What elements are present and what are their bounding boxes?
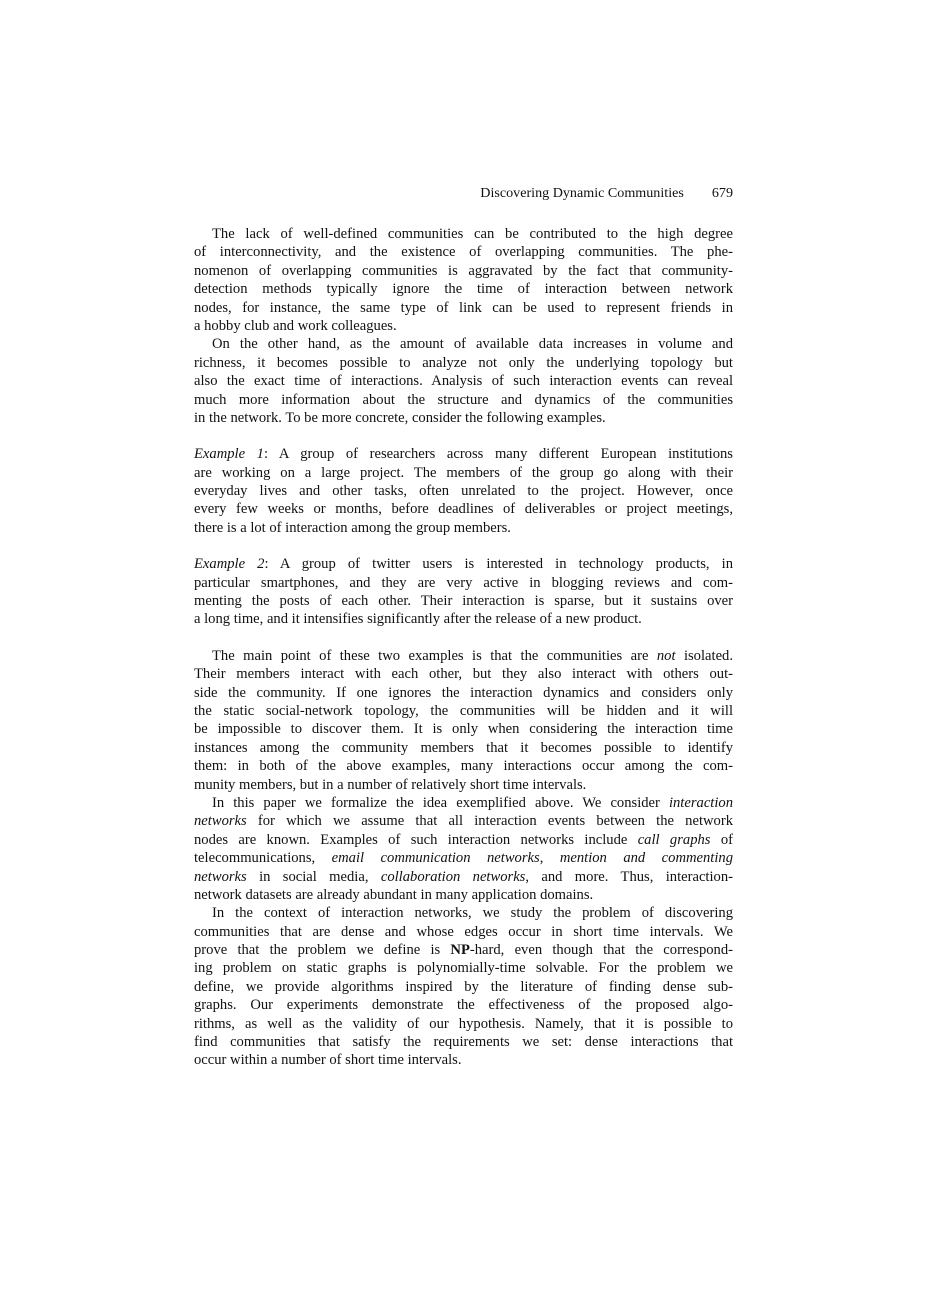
italic-text: networks <box>194 868 247 885</box>
text-line <box>194 1015 733 1033</box>
text-line <box>194 1051 733 1069</box>
running-head <box>194 185 733 202</box>
text-line <box>194 299 733 317</box>
text-run: : A group of twitter users is interested in technology products, in <box>264 556 733 573</box>
text-line <box>194 812 733 830</box>
text-run: -hard, even though that the correspond- <box>469 942 733 959</box>
text-run: side the community. If one ignores the interaction dynamics and considers only <box>194 684 733 701</box>
text-line <box>194 391 733 409</box>
text-run: nomenon of overlapping communities is aggravated by the fact that community- <box>194 262 733 279</box>
text-run: every few weeks or months, before deadlines of deliverables or project meetings, <box>194 501 733 518</box>
text-line <box>194 445 733 463</box>
text-line <box>194 409 733 427</box>
paragraph-gap <box>194 537 733 555</box>
text-run: everyday lives and other tasks, often unrelated to the project. However, once <box>194 483 733 500</box>
paragraph-p2 <box>194 335 733 427</box>
text-line <box>194 684 733 702</box>
text-line <box>194 739 733 757</box>
text-run: of interconnectivity, and the existence of overlapping communities. The phe- <box>194 244 733 261</box>
italic-text: not <box>656 647 676 664</box>
text-run: : A group of researchers across many different European institutions <box>263 446 733 463</box>
text-line <box>194 225 733 243</box>
text-line <box>194 831 733 849</box>
text-run: instances among the community members that it becomes possible to identify <box>194 739 733 756</box>
text-line <box>194 1033 733 1051</box>
paragraph-p4 <box>194 794 733 904</box>
text-line <box>194 647 733 665</box>
text-line <box>194 262 733 280</box>
text-run: a long time, and it intensifies significantly after the release of a new product. <box>194 611 642 628</box>
paragraph-example2 <box>194 555 733 629</box>
text-line <box>194 354 733 372</box>
text-run: prove that the problem we define is <box>194 942 451 959</box>
text-line <box>194 280 733 298</box>
text-line <box>194 665 733 683</box>
text-line <box>194 482 733 500</box>
italic-text: Example 1 <box>194 446 264 463</box>
text-line <box>194 794 733 812</box>
text-run: munity members, but in a number of relatively short time intervals. <box>194 776 587 793</box>
italic-text: call graphs <box>637 831 711 848</box>
body-text <box>194 225 733 1070</box>
text-run: communities that are dense and whose edges occur in short time intervals. We <box>194 923 733 940</box>
text-run: nodes, for instance, the same type of link can be used to represent friends in <box>194 299 733 316</box>
text-run: The main point of these two examples is that the communities are <box>212 647 657 664</box>
italic-text: Example 2 <box>194 556 265 573</box>
text-run: On the other hand, as the amount of available data increases in volume and <box>212 336 733 353</box>
italic-text: interaction <box>668 794 733 811</box>
text-run: them: in both of the above examples, many interactions occur among the com- <box>194 758 733 775</box>
text-line <box>194 886 733 904</box>
text-run: also the exact time of interactions. Analysis of such interaction events can reveal <box>194 373 733 390</box>
text-run: a hobby club and work colleagues. <box>194 317 397 334</box>
text-run: , and more. Thus, interaction- <box>525 868 733 885</box>
paragraph-p1 <box>194 225 733 335</box>
text-run: in the network. To be more concrete, consider the following examples. <box>194 409 606 426</box>
text-line <box>194 610 733 628</box>
page-number: 679 <box>711 185 733 201</box>
text-line <box>194 592 733 610</box>
bold-text: NP <box>450 942 470 959</box>
text-line <box>194 317 733 335</box>
text-line <box>194 464 733 482</box>
text-run: richness, it becomes possible to analyze not only the underlying topology but <box>194 354 733 371</box>
text-line <box>194 849 733 867</box>
paragraph-gap <box>194 629 733 647</box>
text-run: graphs. Our experiments demonstrate the effectiveness of the proposed algo- <box>194 997 733 1014</box>
paragraph-gap <box>194 427 733 445</box>
text-line <box>194 868 733 886</box>
text-run: nodes are known. Examples of such interaction networks include <box>194 831 638 848</box>
text-line <box>194 757 733 775</box>
text-run: network datasets are already abundant in many application domains. <box>194 886 594 903</box>
text-run: In the context of interaction networks, we study the problem of discovering <box>212 905 733 922</box>
text-run: The lack of well-defined communities can be contributed to the high degree <box>212 226 733 242</box>
text-run: be impossible to discover them. It is only when considering the interaction time <box>194 721 733 738</box>
italic-text: networks <box>194 813 247 830</box>
text-run: particular smartphones, and they are very active in blogging reviews and com- <box>194 574 733 591</box>
text-run: much more information about the structure and dynamics of the communities <box>194 391 733 408</box>
paragraph-p3 <box>194 647 733 794</box>
italic-text: mention and commenting <box>559 850 734 867</box>
text-line <box>194 776 733 794</box>
text-run: the static social-network topology, the communities will be hidden and it will <box>194 702 733 719</box>
text-line <box>194 996 733 1014</box>
text-run: Their members interact with each other, but they also interact with others out- <box>194 666 733 683</box>
running-title: Discovering Dynamic Communities <box>480 185 684 201</box>
text-run: menting the posts of each other. Their interaction is sparse, but it sustains over <box>194 593 733 610</box>
text-line <box>194 978 733 996</box>
text-line <box>194 941 733 959</box>
text-line <box>194 500 733 518</box>
text-run: find communities that satisfy the requirements we set: dense interactions that <box>194 1034 733 1051</box>
text-run: rithms, as well as the validity of our hypothesis. Namely, that it is possible to <box>194 1015 733 1032</box>
text-run: there is a lot of interaction among the group members. <box>194 519 511 536</box>
text-run: in social media, <box>246 868 381 885</box>
text-line <box>194 372 733 390</box>
text-run: telecommunications, <box>194 850 332 867</box>
text-line <box>194 555 733 573</box>
text-run: for which we assume that all interaction events between the network <box>246 813 733 830</box>
text-run: , <box>539 850 560 867</box>
italic-text: collaboration networks <box>380 868 526 885</box>
text-line <box>194 959 733 977</box>
text-run: ing problem on static graphs is polynomially-time solvable. For the problem we <box>194 960 733 977</box>
text-line <box>194 702 733 720</box>
paragraph-p5 <box>194 904 733 1070</box>
text-run: detection methods typically ignore the time of interaction between network <box>194 281 733 298</box>
text-line <box>194 519 733 537</box>
text-line <box>194 720 733 738</box>
text-line <box>194 574 733 592</box>
text-line <box>194 904 733 922</box>
text-line <box>194 243 733 261</box>
text-run: define, we provide algorithms inspired by the literature of finding dense sub- <box>194 978 733 995</box>
italic-text: email communication networks <box>331 850 540 867</box>
text-run: In this paper we formalize the idea exemplified above. We consider <box>212 794 669 811</box>
text-run: occur within a number of short time intervals. <box>194 1052 462 1069</box>
text-line <box>194 335 733 353</box>
text-run: of <box>710 831 733 848</box>
text-run: are working on a large project. The members of the group go along with their <box>194 464 733 481</box>
paragraph-example1 <box>194 445 733 537</box>
text-run: isolated. <box>675 647 733 664</box>
text-line <box>194 923 733 941</box>
